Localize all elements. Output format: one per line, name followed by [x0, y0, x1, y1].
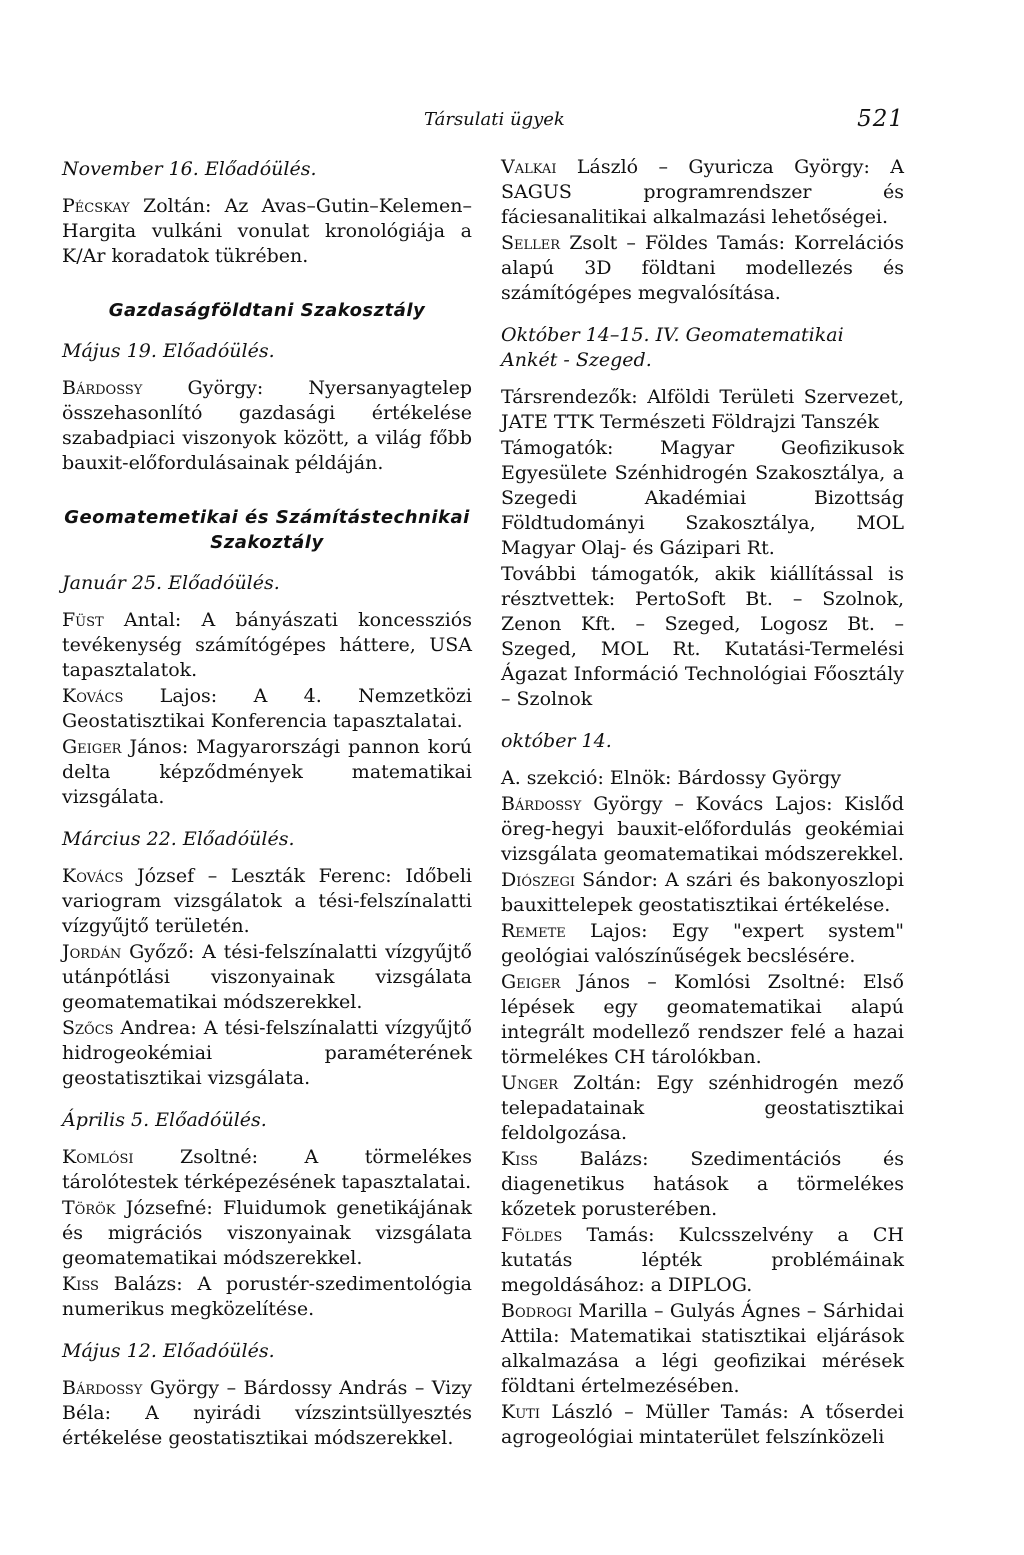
lecture-entry [62, 1376, 472, 1451]
block-spacer [62, 1092, 472, 1106]
lecture-title: Győző: A tési-felszínalatti vízgyűjtő utánpótlási viszonyainak vizsgálata geomatematikai módszerekkel. [62, 941, 472, 1013]
author-name: Szőcs [62, 1017, 114, 1039]
author-name: Kiss [501, 1148, 538, 1170]
author-name: Füst [62, 609, 104, 631]
section-heading: Gazdaságföldtani Szakosztály [108, 300, 426, 321]
lecture-entry [501, 792, 904, 867]
lecture-title: Marilla – Gulyás Ágnes – Sárhidai Attila: Matematikai statisztikai eljárások alkalmazása a légi geofizikai mérések földtani értelmezésében. [501, 1300, 904, 1397]
lecture-title: Zoltán: Az Avas–Gutin–Kelemen–Hargita vulkáni vonulat kronológiája a K/Ar koradatok tükrében. [62, 195, 472, 267]
lecture-entry [501, 1147, 904, 1222]
lecture-title: László – Gyuricza György: A SAGUS programrendszer és fáciesanalitikai alkalmazási lehetőségei. [501, 156, 904, 228]
lecture-title: Zsolt – Földes Tamás: Korrelációs alapú 3D földtani modellezés és számítógépes megvalósítása. [501, 232, 904, 304]
author-name: Bárdossy [501, 793, 582, 815]
lecture-entry [501, 385, 904, 435]
lecture-title: János: Magyarországi pannon korú delta képződmények matematikai vizsgálata. [62, 736, 472, 808]
author-name: Geiger [501, 971, 561, 993]
left-column [62, 155, 472, 1466]
lecture-title: Társrendezők: Alföldi Területi Szervezet, JATE TTK Természeti Földrajzi Tanszék [501, 386, 904, 433]
lecture-entry [501, 562, 904, 712]
lecture-entry [501, 436, 904, 561]
session-date: Január 25. Előadóülés. [62, 572, 280, 594]
lecture-entry [501, 231, 904, 306]
author-name: Bárdossy [62, 1377, 143, 1399]
block-spacer [62, 811, 472, 825]
block-spacer [501, 713, 904, 727]
block-spacer [501, 307, 904, 321]
block-spacer [62, 477, 472, 491]
lecture-title: Tamás: Kulcsszelvény a CH kutatás lépték problémáinak megoldásához: a DIPLOG. [501, 1224, 904, 1296]
lecture-entry [62, 1145, 472, 1195]
lecture-title: Lajos: A 4. Nemzetközi Geostatisztikai Konferencia tapasztalatai. [62, 685, 472, 732]
author-name: Seller [501, 232, 561, 254]
author-name: Bárdossy [62, 377, 143, 399]
block-spacer [62, 1452, 472, 1466]
author-name: Komlósi [62, 1146, 134, 1168]
lecture-title: Támogatók: Magyar Geofizikusok Egyesülete Szénhidrogén Szakosztálya, a Szegedi Akadémiai Bizottság Földtudományi Szakosztálya, MOL Magyar Olaj- és Gázipari Rt. [501, 437, 904, 559]
lecture-entry [62, 684, 472, 734]
lecture-title: A. szekció: Elnök: Bárdossy György [501, 767, 842, 789]
section-heading: Geomatemetikai és Számítástechnikai Szakoztály [64, 507, 470, 553]
author-name: Geiger [62, 736, 122, 758]
author-name: Valkai [501, 156, 557, 178]
lecture-title: György – Kovács Lajos: Kislőd öreg-hegyi bauxit-előfordulás geokémiai vizsgálata geomatematikai módszerekkel. [501, 793, 904, 865]
lecture-title: Balázs: Szedimentációs és diagenetikus hatások a törmelékes kőzetek porusterében. [501, 1148, 904, 1220]
lecture-entry [501, 1299, 904, 1399]
lecture-title: Balázs: A porustér-szedimentológia numerikus megközelítése. [62, 1273, 472, 1320]
lecture-entry [62, 864, 472, 939]
lecture-title: Lajos: Egy "expert system" geológiai valószínűségek becslésére. [501, 920, 904, 967]
author-name: Kiss [62, 1273, 99, 1295]
session-date: November 16. Előadóülés. [62, 158, 317, 180]
lecture-entry [501, 970, 904, 1070]
session-date: október 14. [501, 730, 612, 752]
lecture-entry [501, 868, 904, 918]
lecture-entry [501, 1223, 904, 1298]
session-date: Május 19. Előadóülés. [62, 340, 275, 362]
lecture-entry [62, 735, 472, 810]
lecture-title: Zsoltné: A törmelékes tárolótestek térképezésének tapasztalatai. [62, 1146, 472, 1193]
author-name: Unger [501, 1072, 559, 1094]
lecture-title: László – Müller Tamás: A tőserdei agrogeológiai mintaterület felszínközeli [501, 1401, 904, 1448]
lecture-entry [62, 608, 472, 683]
block-spacer [501, 1451, 904, 1465]
lecture-title: További támogatók, akik kiállítással is résztvettek: PertoSoft Bt. – Szolnok, Zenon Kft. – Szeged, Logosz Bt. – Szeged, MOL Rt. Kutatási-Termelési Ágazat Információ Technológiai Főosztály – Szolnok [501, 563, 904, 710]
author-name: Kuti [501, 1401, 540, 1423]
author-name: Kovács [62, 685, 124, 707]
lecture-title: Sándor: A szári és bakonyoszlopi bauxittelepek geostatisztikai értékelése. [501, 869, 904, 916]
running-title: Társulati ügyek [424, 109, 565, 130]
lecture-title: János – Komlósi Zsoltné: Első lépések egy geomatematikai alapú integrált modellező rendszer felé a hazai törmelékes CH tárolókban. [501, 971, 904, 1068]
page-number: 521 [857, 106, 904, 132]
session-date: Május 12. Előadóülés. [62, 1340, 275, 1362]
lecture-title: György: Nyersanyagtelep összehasonlító gazdasági értékelése szabadpiaci viszonyok között, a világ főbb bauxit-előfordulásainak példáján. [62, 377, 472, 474]
lecture-entry [62, 1016, 472, 1091]
lecture-title: Andrea: A tési-felszínalatti vízgyűjtő hidrogeokémiai paraméterének geostatisztikai vizsgálata. [62, 1017, 472, 1089]
author-name: Pécskay [62, 195, 130, 217]
block-spacer [62, 1323, 472, 1337]
session-date: Április 5. Előadóülés. [62, 1109, 267, 1131]
block-spacer [62, 270, 472, 284]
lecture-entry [501, 919, 904, 969]
author-name: Kovács [62, 865, 124, 887]
author-name: Bodrogi [501, 1300, 573, 1322]
lecture-entry [62, 1272, 472, 1322]
lecture-entry [62, 1196, 472, 1271]
author-name: Diószegi [501, 869, 575, 891]
author-name: Remete [501, 920, 566, 942]
author-name: Jordán [62, 941, 122, 963]
lecture-entry [501, 1071, 904, 1146]
author-name: Török [62, 1197, 116, 1219]
author-name: Földes [501, 1224, 563, 1246]
lecture-entry [501, 1400, 904, 1450]
lecture-entry [62, 194, 472, 269]
right-column [501, 155, 904, 1465]
lecture-title: Antal: A bányászati koncessziós tevékenység számítógépes háttere, USA tapasztalatok. [62, 609, 472, 681]
lecture-entry [62, 940, 472, 1015]
lecture-title: Zoltán: Egy szénhidrogén mező telepadatainak geostatisztikai feldolgozása. [501, 1072, 904, 1144]
lecture-entry [62, 376, 472, 476]
session-date: Március 22. Előadóülés. [62, 828, 295, 850]
lecture-entry [501, 155, 904, 230]
lecture-title: József – Leszták Ferenc: Időbeli variogram vizsgálatok a tési-felszínalatti vízgyűjtő területén. [62, 865, 472, 937]
session-date: Október 14–15. IV. Geomatematikai Ankét - Szeged. [501, 324, 844, 371]
lecture-title: Józsefné: Fluidumok genetikájának és migrációs viszonyainak vizsgálata geomatematikai módszerekkel. [62, 1197, 472, 1269]
lecture-title: György – Bárdossy András – Vizy Béla: A nyirádi vízszintsüllyesztés értékelése geostatisztikai módszerekkel. [62, 1377, 472, 1449]
lecture-entry [501, 766, 904, 791]
